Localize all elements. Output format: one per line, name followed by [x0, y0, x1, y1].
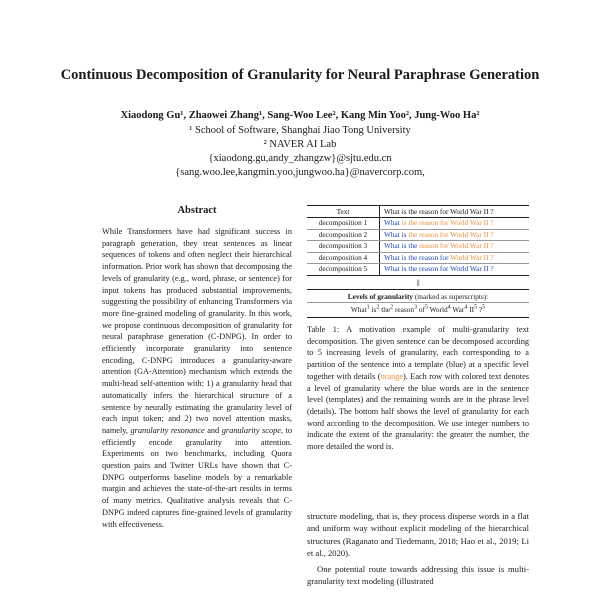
email-line-2: {sang.woo.lee,kangmin.yoo,jungwoo.ha}@navercorp.com,: [175, 167, 425, 178]
gran-word: $of^5$: [418, 304, 428, 314]
table-caption: [307, 324, 529, 453]
abstract-emphasis-1: granularity resonance: [130, 425, 205, 435]
granularity-label: Levels of granularity: [347, 291, 414, 301]
row-label: decomposition 2: [307, 230, 380, 241]
caption-part-b: ). Each row with colored text denotes a level of granularity where the blue words are in the sentence level (templates) and the remaining words are in the phrase level (details). The bottom half shows the level of granularity for each word according to the decomposition. We use integer numbers to indicate the extent of the granularity: the greater the number, the more detailed the word is.: [307, 371, 529, 452]
paper-title: Continuous Decomposition of Granularity for Neural Paraphrase Generation: [60, 67, 540, 83]
detail-words: is the reason for World War II ?: [401, 218, 494, 227]
template-words: What is the reason for: [384, 252, 449, 262]
abstract-part-2: , to efficiently encode granularity into attention. Experiments on two benchmarks, including Quora question pairs and Twitter URLs have shown that C-DNPG outperforms baseline models by a remarkable margin and achieves the state-of-the-art results in terms of many metrics. Qualitative analysis reveals that C-DNPG indeed captures fine-grained levels of granularity with effectiveness.: [102, 425, 293, 529]
gran-word: $is^2$: [371, 304, 380, 314]
granularity-note: (marked as superscripts):: [414, 291, 489, 301]
row-label: decomposition 3: [307, 241, 380, 252]
table-row: [307, 264, 529, 276]
caption-orange-word: orange: [380, 371, 404, 381]
table-row: [307, 230, 529, 242]
table-header-right: What is the reason for World War II ?: [384, 207, 494, 216]
table-row: [307, 241, 529, 253]
gran-word: the$^2$: [381, 304, 394, 314]
gran-word: reason$^3$: [394, 304, 417, 314]
template-words: What is the: [384, 241, 418, 250]
detail-words: the reason for World War II ?: [408, 229, 494, 239]
row-label: decomposition 5: [307, 264, 380, 275]
abstract-text: [102, 226, 292, 530]
granularity-word-list: [307, 303, 529, 316]
caption-part-a: Table 1: A motivation example of multi-granularity text decomposition. The given sentence can be decomposed according to 5 increasing levels of granularity, each corresponding to a partition of the sentence into a template (blue) at a specific level together with details (: [307, 325, 529, 381]
email-line-1: {xiaodong.gu,andy_zhangzw}@sjtu.edu.cn: [208, 153, 392, 164]
gran-word: What$^1$: [350, 304, 370, 314]
down-arrow-icon: ⇓: [414, 277, 422, 288]
table-header-row: [307, 205, 529, 218]
granularity-table: [307, 205, 529, 318]
table-row: [307, 253, 529, 265]
row-label: decomposition 4: [307, 253, 380, 264]
abstract-heading: Abstract: [177, 205, 217, 216]
row-label: decomposition 1: [307, 218, 380, 229]
gran-word: $II^5$: [469, 304, 478, 314]
abstract-part-1: While Transformers have had significant success in paragraph generation, they treat sentences as linear sequences of tokens and often neglect their hierarchical information. Prior work has shown that decomposing the levels of granularity (e.g., word, phrase, or sentence) for input tokens has produced substantial improvements, suggesting the possibility of enhancing Transformers via more fine-grained modeling of granularity. In this work, we propose continuous decomposition of granularity for neural paraphrase generation (C-DNPG). In order to efficiently incorporate granularity into sentence encoding, C-DNPG introduces a granularity-aware attention (GA-Attention) mechanism which extends the multi-head self-attention with: 1) a granularity head that automatically infers the hierarchical structure of a sentence by neurally estimating the granularity level of each input token; and 2) two novel attention masks, namely,: [102, 227, 292, 435]
abstract-and: and: [207, 425, 220, 435]
granularity-levels-box: [307, 289, 529, 318]
table-row: [307, 218, 529, 230]
abstract-emphasis-2: granularity scope: [221, 425, 281, 435]
body-paragraph-1: structure modeling, that is, they process disperse words in a flat and uniform way without explicit modeling of the hierarchical structures (Raganato and Tiedemann, 2018; Hao et al., 2019; Li et al., 2020).: [307, 511, 529, 558]
body-paragraph-2: One potential route towards addressing this issue is multi-granularity text modeling (illustrated: [307, 564, 529, 587]
affiliation-2: ² NAVER AI Lab: [263, 139, 337, 150]
body-text: [307, 510, 529, 588]
gran-word: War$^4$: [452, 304, 468, 314]
template-words: What is the reason for World War II ?: [384, 264, 494, 273]
gran-word: ?$^5$: [478, 304, 486, 314]
detail-words: World War II ?: [450, 252, 494, 262]
affiliation-1: ¹ School of Software, Shanghai Jiao Tong University: [189, 125, 411, 136]
gran-word: World$^4$: [429, 304, 451, 314]
template-words: What: [384, 218, 400, 227]
author-list: Xiaodong Gu¹, Zhaowei Zhang¹, Sang-Woo Lee², Kang Min Yoo², Jung-Woo Ha²: [120, 110, 480, 121]
table-header-left: Text: [307, 206, 380, 217]
detail-words: reason for World War II ?: [419, 241, 494, 250]
template-words: What is: [384, 229, 407, 239]
